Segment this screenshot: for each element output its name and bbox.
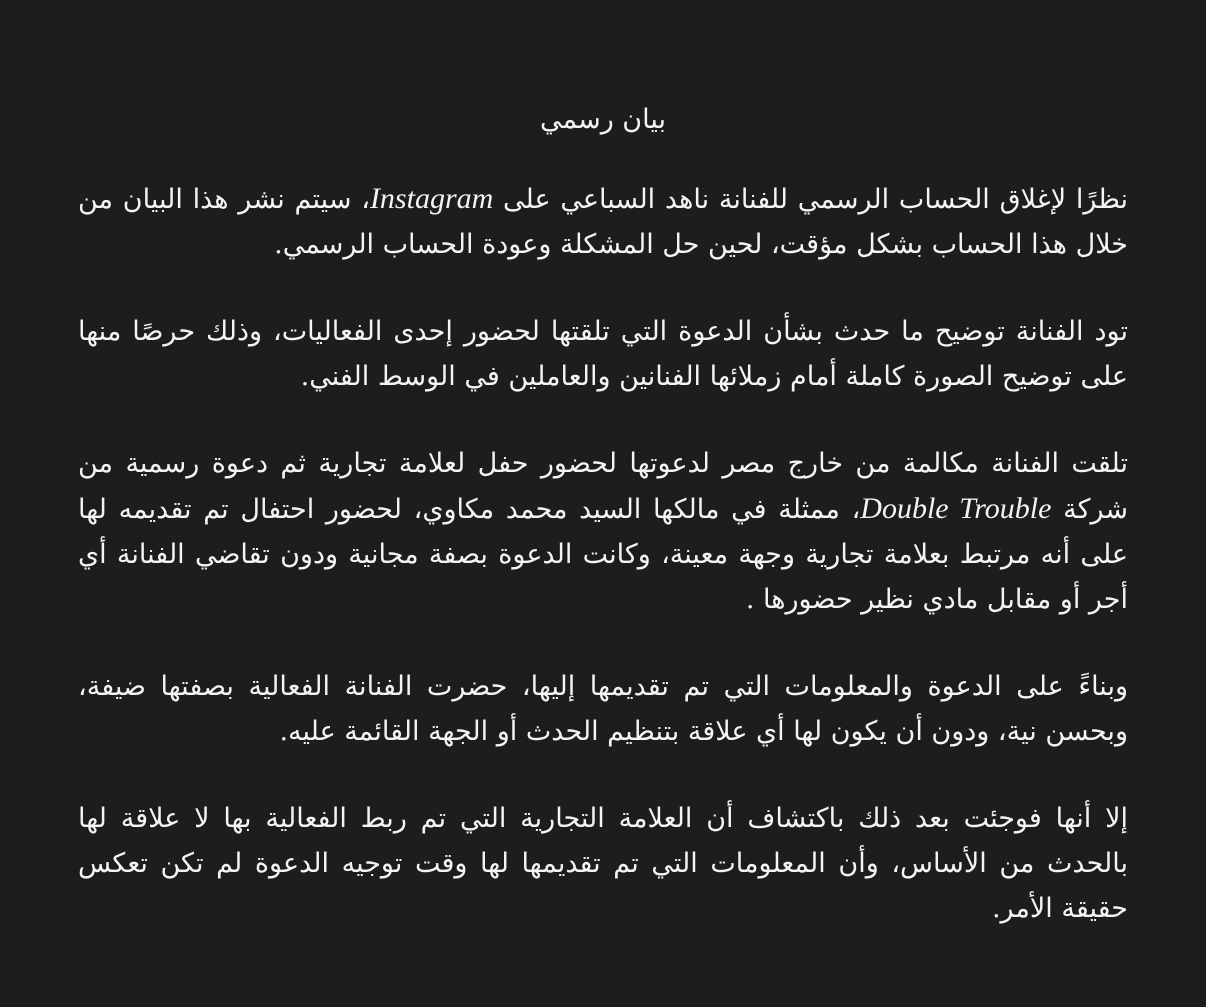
- instagram-brand-name: Instagram: [369, 182, 494, 215]
- paragraph-invitation: [78, 441, 1128, 622]
- paragraph-3-text-start: تلقت الفنانة مكالمة من خارج مصر لدعوتها لحضور حفل لعلامة تجارية ثم دعوة رسمية من شركة: [78, 448, 1128, 525]
- paragraph-1-text-start: نظرًا لإغلاق الحساب الرسمي للفنانة ناهد السباعي على: [503, 184, 1128, 215]
- paragraph-discovery: إلا أنها فوجئت بعد ذلك باكتشاف أن العلامة التجارية التي تم ربط الفعالية بها لا علاقة لها بالحدث من الأساس، وأن المعلومات التي تم تقديمها لها وقت توجيه الدعوة لم تكن تعكس حقيقة الأمر.: [78, 803, 1128, 924]
- paragraph-account-closure: [78, 176, 1128, 267]
- statement-title: بيان رسمي: [539, 104, 667, 135]
- paragraph-1-text-end: ، سيتم نشر هذا البيان من خلال هذا الحساب بشكل مؤقت، لحين حل المشكلة وعودة الحساب الرسمي.: [78, 184, 1128, 260]
- paragraph-attendance: وبناءً على الدعوة والمعلومات التي تم تقديمها إليها، حضرت الفنانة الفعالية بصفتها ضيفة، وبحسن نية، ودون أن يكون لها أي علاقة بتنظيم الحدث أو الجهة القائمة عليه.: [78, 671, 1128, 747]
- paragraph-clarification: تود الفنانة توضيح ما حدث بشأن الدعوة التي تلقتها لحضور إحدى الفعاليات، وذلك حرصًا منها على توضيح الصورة كاملة أمام زملائها الفنانين والعاملين في الوسط الفني.: [78, 316, 1128, 392]
- company-name: Double Trouble: [860, 492, 1052, 525]
- paragraph-3-text-end: ، ممثلة في مالكها السيد محمد مكاوي، لحضور احتفال تم تقديمه لها على أنه مرتبط بعلامة تجارية وجهة معينة، وكانت الدعوة بصفة مجانية ودون تقاضي الفنانة أي أجر أو مقابل مادي نظير حضورها .: [78, 494, 1128, 615]
